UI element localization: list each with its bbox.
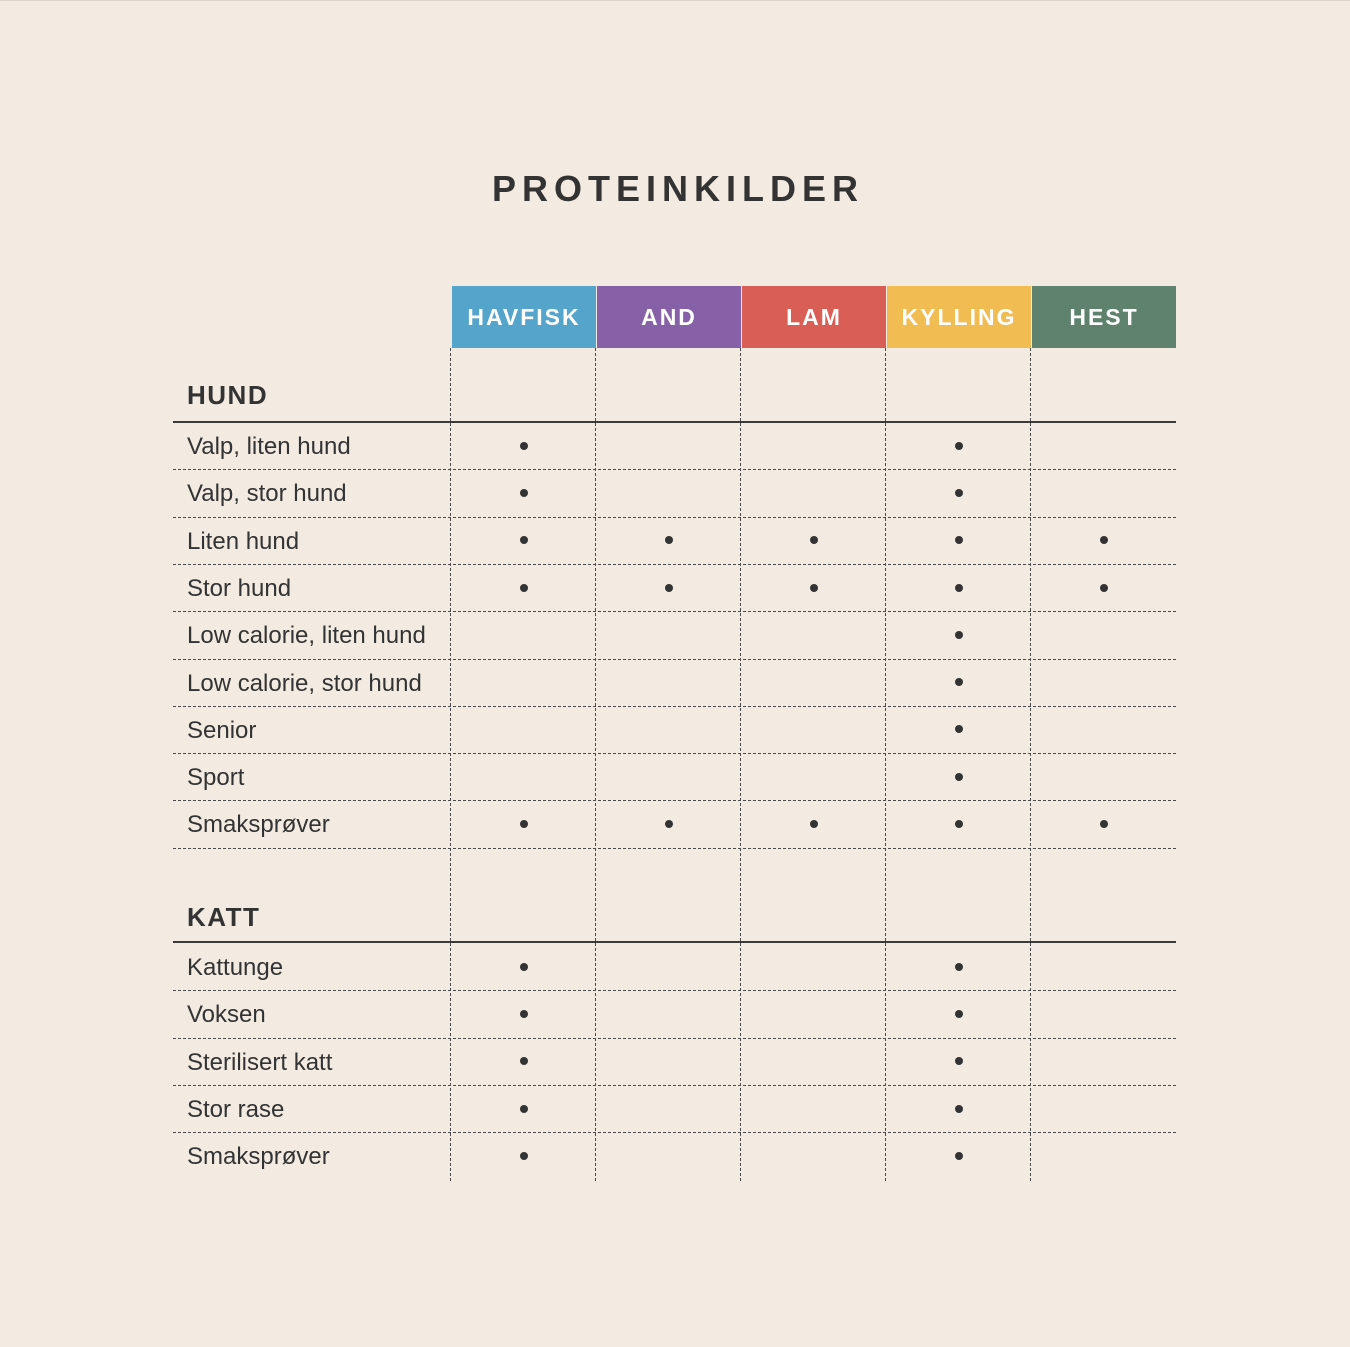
mark-dot-kylling bbox=[955, 773, 963, 781]
row-divider bbox=[173, 1085, 1176, 1086]
mark-dot-kylling bbox=[955, 442, 963, 450]
row-divider bbox=[173, 848, 1176, 849]
mark-dot-hest bbox=[1100, 820, 1108, 828]
mark-dot-kylling bbox=[955, 1105, 963, 1113]
mark-dot-havfisk bbox=[520, 1152, 528, 1160]
mark-dot-havfisk bbox=[520, 442, 528, 450]
column-divider bbox=[1030, 348, 1031, 1181]
section-rule bbox=[173, 941, 1176, 943]
mark-dot-kylling bbox=[955, 631, 963, 639]
column-divider bbox=[595, 348, 596, 1181]
mark-dot-kylling bbox=[955, 584, 963, 592]
mark-dot-kylling bbox=[955, 963, 963, 971]
mark-dot-havfisk bbox=[520, 820, 528, 828]
mark-dot-kylling bbox=[955, 820, 963, 828]
mark-dot-kylling bbox=[955, 536, 963, 544]
row-label: Kattunge bbox=[187, 954, 284, 981]
column-header-hest: HEST bbox=[1032, 286, 1176, 348]
row-divider bbox=[173, 706, 1176, 707]
column-header-havfisk: HAVFISK bbox=[452, 286, 596, 348]
row-label: Sport bbox=[187, 764, 245, 792]
column-header-lam: LAM bbox=[742, 286, 886, 348]
mark-dot-and bbox=[665, 820, 673, 828]
row-label: Low calorie, stor hund bbox=[187, 669, 422, 697]
row-label: Stor rase bbox=[187, 1095, 285, 1123]
row-divider bbox=[173, 564, 1176, 565]
mark-dot-havfisk bbox=[520, 1105, 528, 1113]
row-label: Smaksprøver bbox=[187, 811, 330, 839]
section-title-hund: HUND bbox=[187, 380, 269, 410]
column-divider bbox=[450, 348, 451, 1181]
row-label: Low calorie, liten hund bbox=[187, 622, 426, 650]
row-label: Valp, liten hund bbox=[187, 433, 351, 460]
row-label: Voksen bbox=[187, 1001, 266, 1029]
row-divider bbox=[173, 990, 1176, 991]
mark-dot-havfisk bbox=[520, 1010, 528, 1018]
column-divider bbox=[885, 348, 886, 1181]
mark-dot-havfisk bbox=[520, 963, 528, 971]
mark-dot-lam bbox=[810, 536, 818, 544]
mark-dot-kylling bbox=[955, 1057, 963, 1065]
row-label: Sterilisert katt bbox=[187, 1048, 333, 1076]
mark-dot-kylling bbox=[955, 725, 963, 733]
mark-dot-havfisk bbox=[520, 536, 528, 544]
row-label: Liten hund bbox=[187, 527, 300, 555]
mark-dot-kylling bbox=[955, 1010, 963, 1018]
mark-dot-lam bbox=[810, 820, 818, 828]
mark-dot-lam bbox=[810, 584, 818, 592]
column-header-and: AND bbox=[597, 286, 741, 348]
mark-dot-kylling bbox=[955, 1152, 963, 1160]
row-label: Smaksprøver bbox=[187, 1143, 330, 1171]
mark-dot-havfisk bbox=[520, 1057, 528, 1065]
row-label: Stor hund bbox=[187, 574, 292, 602]
row-label: Senior bbox=[187, 716, 257, 744]
mark-dot-kylling bbox=[955, 678, 963, 686]
section-title-katt: KATT bbox=[187, 902, 261, 932]
row-label: Valp, stor hund bbox=[187, 480, 347, 508]
mark-dot-havfisk bbox=[520, 489, 528, 497]
row-divider bbox=[173, 753, 1176, 754]
mark-dot-and bbox=[665, 536, 673, 544]
mark-dot-hest bbox=[1100, 584, 1108, 592]
column-divider bbox=[740, 348, 741, 1181]
page-title: PROTEINKILDER bbox=[491, 168, 864, 209]
column-header-kylling: KYLLING bbox=[887, 286, 1031, 348]
mark-dot-havfisk bbox=[520, 584, 528, 592]
mark-dot-and bbox=[665, 584, 673, 592]
mark-dot-hest bbox=[1100, 536, 1108, 544]
row-divider bbox=[173, 517, 1176, 518]
mark-dot-kylling bbox=[955, 489, 963, 497]
